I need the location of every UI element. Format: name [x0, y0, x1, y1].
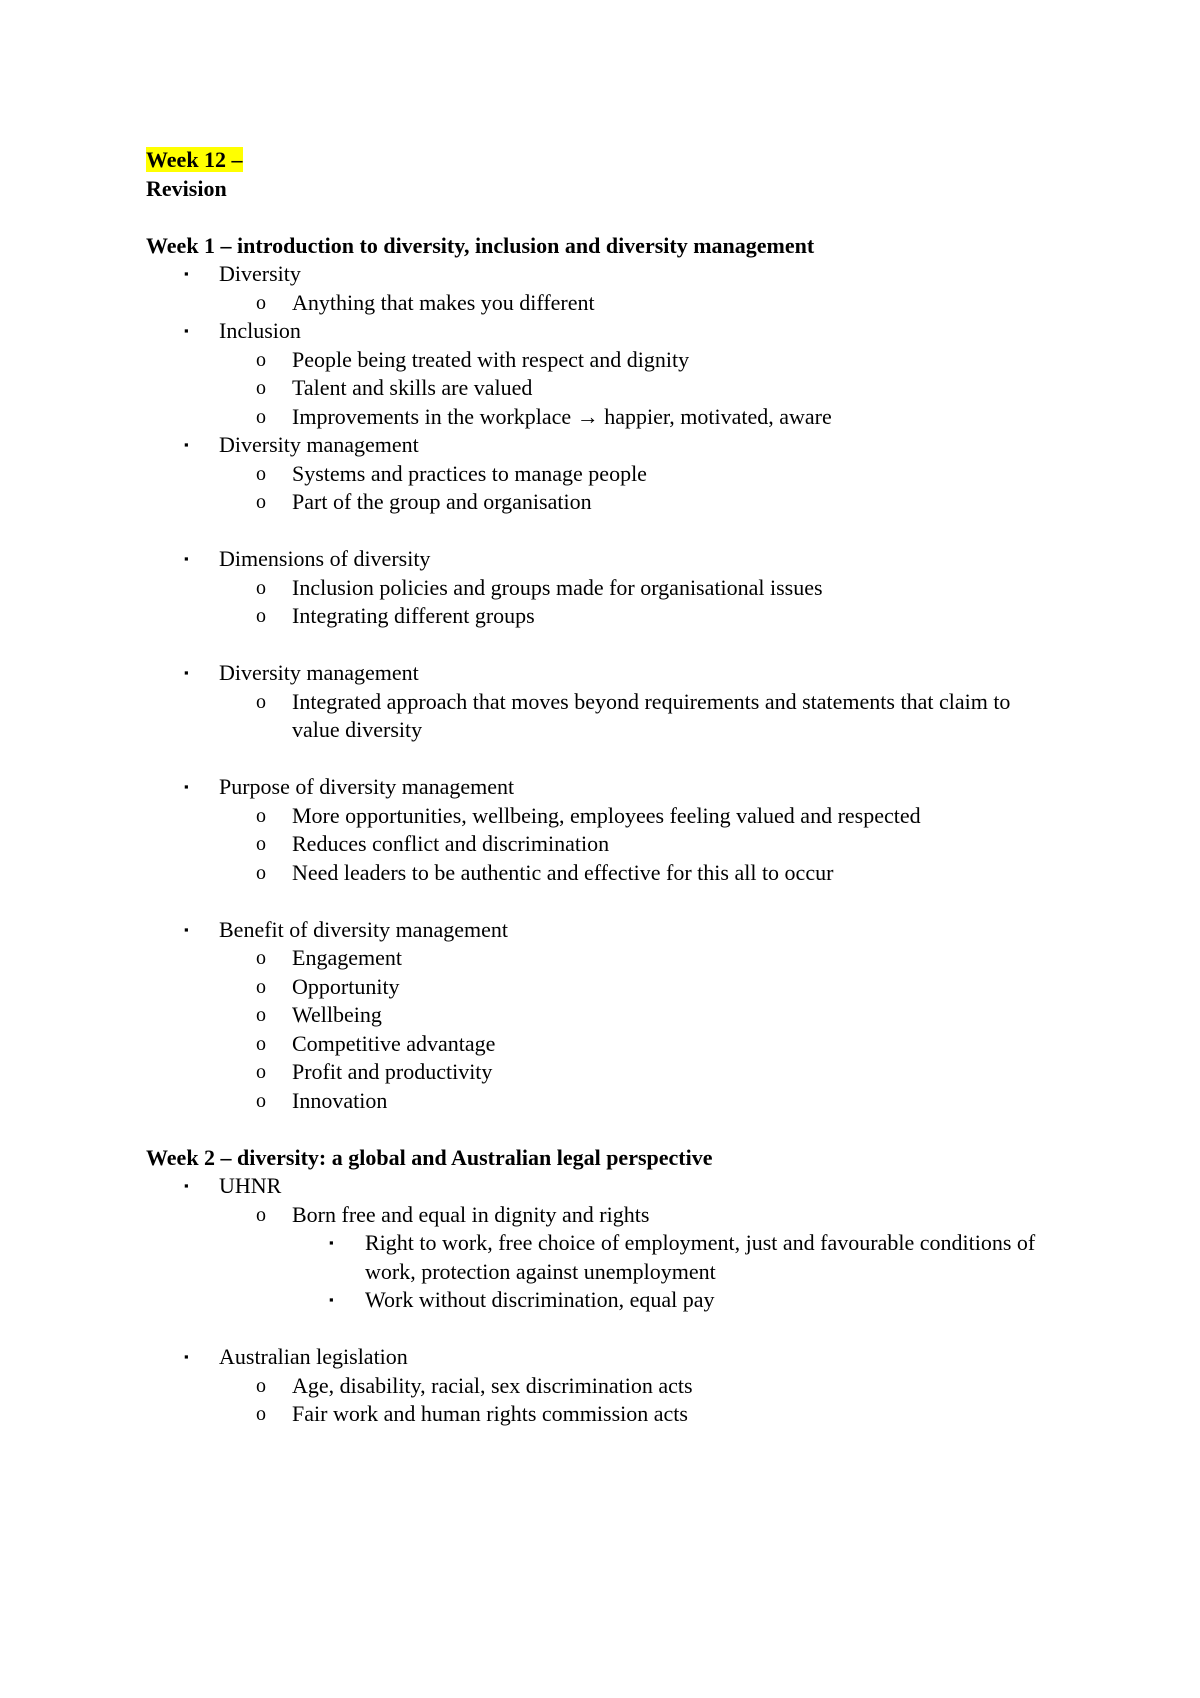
sub-bullet-text: Systems and practices to manage people	[292, 460, 647, 486]
bullet-item	[146, 659, 1046, 688]
sub-sub-bullet-item	[146, 1286, 1046, 1315]
circle-bullet-icon: o	[256, 377, 266, 399]
sub-bullet-item	[146, 802, 1046, 831]
circle-bullet-icon: o	[256, 291, 266, 314]
sub-bullet-text: Integrating different groups	[292, 603, 535, 628]
bullet-label: Diversity	[219, 261, 301, 286]
bullet-label: Diversity management	[219, 432, 419, 457]
sub-bullet-text: Opportunity	[292, 973, 400, 999]
bullet-label: Diversity management	[219, 660, 419, 685]
title-line-1	[146, 146, 1046, 175]
circle-bullet-icon: o	[256, 405, 266, 428]
bullet-label: Purpose of diversity management	[219, 774, 515, 799]
sub-bullet-item	[146, 1058, 1046, 1087]
sub-bullet-text: Talent and skills are valued	[292, 375, 533, 400]
sub-bullet-item	[146, 1087, 1046, 1116]
sub-sub-bullet-text: Work without discrimination, equal pay	[365, 1287, 715, 1312]
circle-bullet-icon: o	[256, 975, 266, 998]
bullet-item	[146, 1172, 1046, 1201]
circle-bullet-icon: o	[256, 348, 266, 371]
square-bullet-icon: ▪	[184, 551, 189, 566]
bullet-item	[146, 317, 1046, 346]
bullet-label: Benefit of diversity management	[219, 916, 508, 942]
circle-bullet-icon: o	[256, 690, 266, 713]
circle-bullet-icon: o	[256, 1374, 266, 1397]
sub-bullet-item	[146, 688, 1046, 745]
sub-bullet-text: Improvements in the workplace → happier, motivated, aware	[292, 403, 832, 429]
sub-bullet-item	[146, 1372, 1046, 1401]
sub-bullet-item	[146, 488, 1046, 517]
sub-bullet-item	[146, 574, 1046, 603]
circle-bullet-icon: o	[256, 491, 266, 513]
circle-bullet-icon: o	[256, 1061, 266, 1083]
title-highlight: Week 12 –	[146, 147, 243, 172]
circle-bullet-icon: o	[256, 1203, 266, 1226]
sub-bullet-item	[146, 403, 1046, 432]
bullet-item	[146, 260, 1046, 289]
sub-bullet-text: Reduces conflict and discrimination	[292, 831, 610, 856]
bullet-item	[146, 916, 1046, 945]
circle-bullet-icon: o	[256, 947, 266, 969]
circle-bullet-icon: o	[256, 1403, 266, 1425]
square-bullet-icon: ▪	[184, 1178, 189, 1193]
square-bullet-icon: ▪	[184, 779, 189, 794]
square-bullet-icon: ▪	[184, 665, 189, 680]
title-line-2: Revision	[146, 175, 227, 201]
blank-line	[146, 517, 1046, 546]
blank-line	[146, 631, 1046, 660]
bullet-label: UHNR	[219, 1173, 282, 1198]
sub-sub-bullet-text: Right to work, free choice of employment, just and favourable conditions of work, protection against unemployment	[365, 1230, 1036, 1284]
square-bullet-icon: ▪	[184, 266, 189, 281]
blank-line	[146, 887, 1046, 916]
sub-bullet-item	[146, 830, 1046, 859]
bullet-label: Inclusion	[219, 318, 301, 343]
section-heading-week-1: Week 1 – introduction to diversity, inclusion and diversity management	[146, 232, 815, 258]
square-bullet-icon: ▪	[329, 1292, 334, 1307]
square-bullet-icon: ▪	[184, 323, 189, 338]
sub-bullet-text: Innovation	[292, 1087, 388, 1113]
circle-bullet-icon: o	[256, 1004, 266, 1026]
circle-bullet-icon: o	[256, 804, 266, 827]
bullet-label: Australian legislation	[219, 1344, 408, 1369]
sub-bullet-item	[146, 346, 1046, 375]
blank-line	[146, 1315, 1046, 1344]
bullet-item	[146, 431, 1046, 460]
bullet-item	[146, 1343, 1046, 1372]
bullet-item	[146, 545, 1046, 574]
sub-bullet-item	[146, 602, 1046, 631]
circle-bullet-icon: o	[256, 605, 266, 627]
circle-bullet-icon: o	[256, 833, 266, 855]
sub-bullet-item	[146, 859, 1046, 888]
square-bullet-icon: ▪	[184, 437, 189, 452]
sub-bullet-item	[146, 460, 1046, 489]
sub-bullet-item	[146, 1201, 1046, 1230]
sub-bullet-item	[146, 289, 1046, 318]
sub-bullet-text: Fair work and human rights commission acts	[292, 1401, 688, 1426]
bullet-label: Dimensions of diversity	[219, 546, 431, 571]
sub-bullet-text: Engagement	[292, 945, 402, 970]
sub-bullet-text: Anything that makes you different	[292, 289, 595, 315]
sub-bullet-text: Part of the group and organisation	[292, 489, 592, 514]
sub-bullet-text: More opportunities, wellbeing, employees feeling valued and respected	[292, 802, 921, 828]
square-bullet-icon: ▪	[184, 1349, 189, 1364]
sub-bullet-text: People being treated with respect and dignity	[292, 346, 690, 372]
circle-bullet-icon: o	[256, 1032, 266, 1055]
section-heading-week-2: Week 2 – diversity: a global and Australian legal perspective	[146, 1144, 713, 1170]
blank-line	[146, 1115, 1046, 1144]
blank-line	[146, 203, 1046, 232]
bullet-item	[146, 773, 1046, 802]
square-bullet-icon: ▪	[184, 921, 189, 937]
sub-bullet-text: Wellbeing	[292, 1002, 382, 1027]
document-body	[146, 146, 1046, 1429]
sub-bullet-text: Competitive advantage	[292, 1030, 496, 1056]
sub-sub-bullet-item	[146, 1229, 1046, 1286]
square-bullet-icon: ▪	[329, 1235, 334, 1250]
circle-bullet-icon: o	[256, 462, 266, 485]
sub-bullet-text: Need leaders to be authentic and effective for this all to occur	[292, 859, 834, 885]
sub-bullet-text: Age, disability, racial, sex discrimination acts	[292, 1372, 693, 1398]
sub-bullet-item	[146, 374, 1046, 403]
sub-bullet-item	[146, 944, 1046, 973]
sub-bullet-item	[146, 1030, 1046, 1059]
sub-bullet-item	[146, 973, 1046, 1002]
sub-bullet-text: Born free and equal in dignity and rights	[292, 1201, 650, 1227]
sub-bullet-text: Inclusion policies and groups made for organisational issues	[292, 574, 823, 600]
circle-bullet-icon: o	[256, 1089, 266, 1112]
sub-bullet-text: Profit and productivity	[292, 1059, 493, 1084]
blank-line	[146, 745, 1046, 774]
sub-bullet-item	[146, 1400, 1046, 1429]
sub-bullet-text: Integrated approach that moves beyond requirements and statements that claim to value diversity	[292, 688, 1011, 742]
circle-bullet-icon: o	[256, 861, 266, 884]
sub-bullet-item	[146, 1001, 1046, 1030]
circle-bullet-icon: o	[256, 576, 266, 599]
